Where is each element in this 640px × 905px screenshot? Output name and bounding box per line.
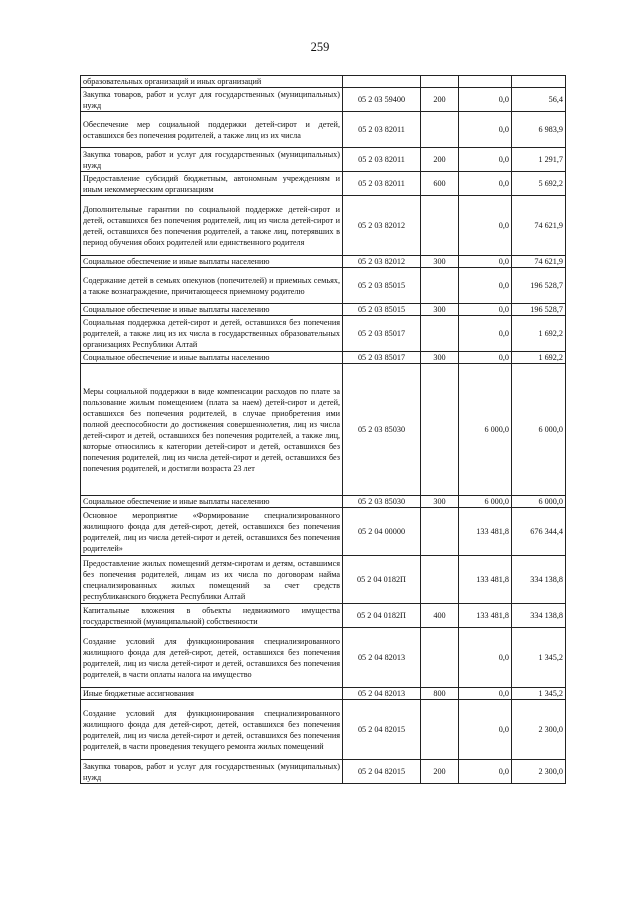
row-amount-1: 0,0 bbox=[459, 256, 512, 268]
row-amount-1: 0,0 bbox=[459, 700, 512, 760]
row-expense-type: 300 bbox=[421, 256, 459, 268]
table-row bbox=[81, 88, 566, 112]
row-amount-1: 0,0 bbox=[459, 196, 512, 256]
row-code: 05 2 03 85017 bbox=[343, 316, 421, 352]
row-amount-2: 2 300,0 bbox=[512, 700, 566, 760]
row-amount-2: 1 692,2 bbox=[512, 352, 566, 364]
table-row bbox=[81, 256, 566, 268]
row-code: 05 2 04 00000 bbox=[343, 508, 421, 556]
row-code: 05 2 04 0182П bbox=[343, 604, 421, 628]
table-row bbox=[81, 148, 566, 172]
row-name: Закупка товаров, работ и услуг для государственных (муниципальных) нужд bbox=[81, 88, 343, 112]
row-amount-1: 0,0 bbox=[459, 112, 512, 148]
row-amount-2: 2 300,0 bbox=[512, 760, 566, 784]
row-expense-type: 300 bbox=[421, 352, 459, 364]
row-name: Социальное обеспечение и иные выплаты населению bbox=[81, 352, 343, 364]
row-expense-type: 200 bbox=[421, 148, 459, 172]
table-row bbox=[81, 76, 566, 88]
row-code: 05 2 03 85017 bbox=[343, 352, 421, 364]
row-amount-2: 6 000,0 bbox=[512, 496, 566, 508]
row-name: Меры социальной поддержки в виде компенсации расходов по плате за пользование жилым помещением (плата за наем) детей-сирот и детей, оставшихся без попечения родителей, в случае приобретения ими полной дееспособности до достижения совершеннолетия, лиц из числа детей-сирот и детей, оставшихся без попечения родителей, а также лиц, которые относились к категории детей-сирот и детей, оставшихся без попечения родителей, лиц из числа детей-сирот и детей, оставшихся без попечения родителей, и достигли возраста 23 лет bbox=[81, 364, 343, 496]
row-expense-type bbox=[421, 628, 459, 688]
row-amount-1: 133 481,8 bbox=[459, 556, 512, 604]
row-amount-1: 133 481,8 bbox=[459, 604, 512, 628]
row-expense-type: 300 bbox=[421, 304, 459, 316]
row-amount-1: 0,0 bbox=[459, 172, 512, 196]
row-code: 05 2 03 85015 bbox=[343, 304, 421, 316]
budget-table bbox=[80, 75, 566, 784]
row-expense-type: 600 bbox=[421, 172, 459, 196]
row-amount-1: 0,0 bbox=[459, 304, 512, 316]
row-code: 05 2 03 82012 bbox=[343, 196, 421, 256]
row-expense-type: 300 bbox=[421, 496, 459, 508]
row-name: Закупка товаров, работ и услуг для государственных (муниципальных) нужд bbox=[81, 760, 343, 784]
row-amount-2: 196 528,7 bbox=[512, 268, 566, 304]
row-name: Капитальные вложения в объекты недвижимого имущества государственной (муниципальной) собственности bbox=[81, 604, 343, 628]
row-name: Социальное обеспечение и иные выплаты населению bbox=[81, 496, 343, 508]
row-expense-type: 200 bbox=[421, 88, 459, 112]
table-row bbox=[81, 700, 566, 760]
table-row bbox=[81, 556, 566, 604]
row-name: Социальное обеспечение и иные выплаты населению bbox=[81, 256, 343, 268]
table-row bbox=[81, 628, 566, 688]
row-code: 05 2 04 0182П bbox=[343, 556, 421, 604]
row-amount-1: 6 000,0 bbox=[459, 496, 512, 508]
table-row bbox=[81, 688, 566, 700]
row-expense-type: 400 bbox=[421, 604, 459, 628]
budget-table-body bbox=[81, 76, 566, 784]
row-amount-2: 1 291,7 bbox=[512, 148, 566, 172]
row-code: 05 2 03 82011 bbox=[343, 148, 421, 172]
row-amount-2 bbox=[512, 76, 566, 88]
row-name: Основное мероприятие «Формирование специализированного жилищного фонда для детей-сирот, детей, оставшихся без попечения родителей, лиц из числа детей-сирот и детей, оставшихся без попечения родителей» bbox=[81, 508, 343, 556]
row-expense-type bbox=[421, 196, 459, 256]
row-expense-type: 200 bbox=[421, 760, 459, 784]
row-amount-2: 5 692,2 bbox=[512, 172, 566, 196]
row-code: 05 2 04 82013 bbox=[343, 628, 421, 688]
row-amount-2: 334 138,8 bbox=[512, 604, 566, 628]
row-amount-1: 0,0 bbox=[459, 268, 512, 304]
row-expense-type bbox=[421, 508, 459, 556]
row-expense-type bbox=[421, 76, 459, 88]
table-row bbox=[81, 316, 566, 352]
row-code: 05 2 03 82011 bbox=[343, 172, 421, 196]
row-name: Дополнительные гарантии по социальной поддержке детей-сирот и детей, оставшихся без попечения родителей, лиц из числа детей-сирот и детей, оставшихся без попечения родителей, а также лиц, потерявших в период обучения обоих родителей или единственного родителя bbox=[81, 196, 343, 256]
row-amount-1 bbox=[459, 76, 512, 88]
row-name: образовательных организаций и иных организаций bbox=[81, 76, 343, 88]
row-amount-2: 196 528,7 bbox=[512, 304, 566, 316]
table-row bbox=[81, 352, 566, 364]
row-name: Содержание детей в семьях опекунов (попечителей) и приемных семьях, а также вознаграждение, причитающееся приемному родителю bbox=[81, 268, 343, 304]
table-row bbox=[81, 364, 566, 496]
row-amount-2: 6 000,0 bbox=[512, 364, 566, 496]
row-amount-2: 676 344,4 bbox=[512, 508, 566, 556]
row-amount-2: 334 138,8 bbox=[512, 556, 566, 604]
row-amount-2: 56,4 bbox=[512, 88, 566, 112]
row-code: 05 2 04 82015 bbox=[343, 700, 421, 760]
row-amount-2: 1 345,2 bbox=[512, 688, 566, 700]
row-name: Предоставление жилых помещений детям-сиротам и детям, оставшимся без попечения родителей, лицам из их числа по договорам найма специализированных жилых помещений за счет средств республиканского бюджета Республики Алтай bbox=[81, 556, 343, 604]
table-row bbox=[81, 508, 566, 556]
row-code: 05 2 03 85015 bbox=[343, 268, 421, 304]
row-amount-1: 0,0 bbox=[459, 148, 512, 172]
row-code bbox=[343, 76, 421, 88]
row-amount-2: 1 345,2 bbox=[512, 628, 566, 688]
row-name: Обеспечение мер социальной поддержки детей-сирот и детей, оставшихся без попечения родителей, а также лиц из их числа bbox=[81, 112, 343, 148]
row-amount-1: 0,0 bbox=[459, 352, 512, 364]
row-amount-1: 0,0 bbox=[459, 316, 512, 352]
row-name: Предоставление субсидий бюджетным, автономным учреждениям и иным некоммерческим организациям bbox=[81, 172, 343, 196]
row-code: 05 2 03 85030 bbox=[343, 496, 421, 508]
table-row bbox=[81, 268, 566, 304]
row-code: 05 2 03 82012 bbox=[343, 256, 421, 268]
row-name: Социальное обеспечение и иные выплаты населению bbox=[81, 304, 343, 316]
row-expense-type bbox=[421, 556, 459, 604]
row-amount-2: 74 621,9 bbox=[512, 196, 566, 256]
row-name: Закупка товаров, работ и услуг для государственных (муниципальных) нужд bbox=[81, 148, 343, 172]
table-row bbox=[81, 304, 566, 316]
row-amount-1: 0,0 bbox=[459, 88, 512, 112]
row-name: Создание условий для функционирования специализированного жилищного фонда для детей-сирот, детей, оставшихся без попечения родителей, лиц из числа детей-сирот и детей, оставшихся без попечения родителей, в части проведения текущего ремонта жилых помещений bbox=[81, 700, 343, 760]
row-amount-2: 74 621,9 bbox=[512, 256, 566, 268]
row-amount-2: 1 692,2 bbox=[512, 316, 566, 352]
row-code: 05 2 03 82011 bbox=[343, 112, 421, 148]
row-amount-1: 0,0 bbox=[459, 628, 512, 688]
row-code: 05 2 03 85030 bbox=[343, 364, 421, 496]
row-expense-type bbox=[421, 268, 459, 304]
table-row bbox=[81, 196, 566, 256]
row-name: Создание условий для функционирования специализированного жилищного фонда для детей-сирот, детей, оставшихся без попечения родителей, лиц из числа детей-сирот и детей, оставшихся без попечения родителей, в части оплаты налога на имущество bbox=[81, 628, 343, 688]
row-name: Социальная поддержка детей-сирот и детей, оставшихся без попечения родителей, а также лиц из их числа в государственных образовательных организациях Республики Алтай bbox=[81, 316, 343, 352]
row-expense-type bbox=[421, 364, 459, 496]
table-row bbox=[81, 760, 566, 784]
row-name: Иные бюджетные ассигнования bbox=[81, 688, 343, 700]
table-row bbox=[81, 112, 566, 148]
row-amount-2: 6 983,9 bbox=[512, 112, 566, 148]
row-expense-type: 800 bbox=[421, 688, 459, 700]
row-expense-type bbox=[421, 112, 459, 148]
row-expense-type bbox=[421, 316, 459, 352]
row-code: 05 2 04 82015 bbox=[343, 760, 421, 784]
row-amount-1: 6 000,0 bbox=[459, 364, 512, 496]
row-amount-1: 0,0 bbox=[459, 760, 512, 784]
row-code: 05 2 04 82013 bbox=[343, 688, 421, 700]
table-row bbox=[81, 496, 566, 508]
table-row bbox=[81, 604, 566, 628]
page-number: 259 bbox=[310, 40, 330, 54]
row-expense-type bbox=[421, 700, 459, 760]
table-row bbox=[81, 172, 566, 196]
row-amount-1: 0,0 bbox=[459, 688, 512, 700]
row-amount-1: 133 481,8 bbox=[459, 508, 512, 556]
row-code: 05 2 03 59400 bbox=[343, 88, 421, 112]
